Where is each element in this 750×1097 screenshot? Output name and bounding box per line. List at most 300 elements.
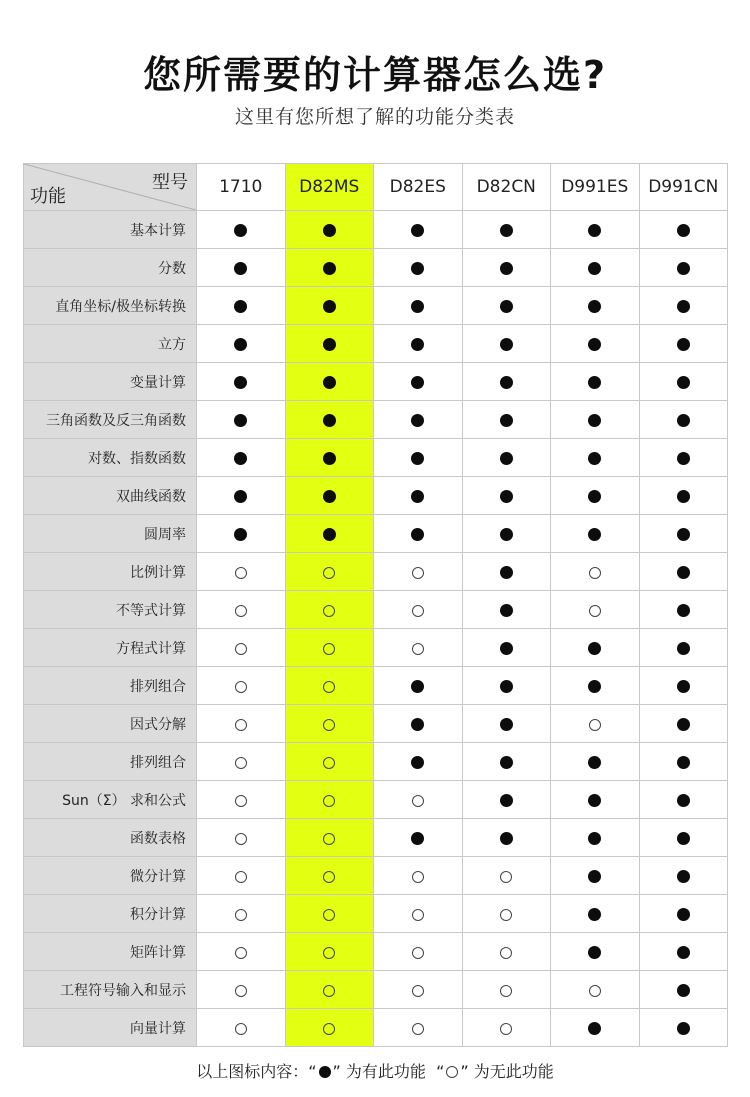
empty-circle-icon [235,871,247,883]
filled-circle-icon [323,376,336,389]
empty-circle-icon [235,605,247,617]
mark-cell [551,287,640,325]
empty-circle-icon [323,985,335,997]
mark-cell [639,743,728,781]
filled-circle-icon [234,376,247,389]
mark-cell [462,287,551,325]
mark-cell [551,553,640,591]
mark-cell [639,705,728,743]
filled-circle-icon [677,756,690,769]
table-row [24,629,728,667]
mark-cell [639,553,728,591]
empty-circle-icon [323,719,335,731]
mark-cell [197,287,286,325]
table-row [24,743,728,781]
table-row [24,933,728,971]
mark-cell [462,477,551,515]
mark-cell [551,515,640,553]
empty-circle-icon [412,947,424,959]
mark-cell [462,363,551,401]
filled-circle-icon [500,642,513,655]
filled-circle-icon [588,756,601,769]
feature-cell: 矩阵计算 [24,933,197,971]
mark-cell [285,287,374,325]
filled-circle-icon [588,908,601,921]
feature-cell: 排列组合 [24,743,197,781]
feature-cell: 分数 [24,249,197,287]
empty-circle-icon [500,871,512,883]
mark-cell [197,667,286,705]
header-row [24,164,728,211]
empty-circle-icon [235,947,247,959]
filled-circle-icon [588,946,601,959]
empty-circle-icon [235,643,247,655]
mark-cell [285,857,374,895]
mark-cell [285,325,374,363]
filled-circle-icon [677,452,690,465]
table-row [24,325,728,363]
table-row [24,895,728,933]
feature-cell: 因式分解 [24,705,197,743]
mark-cell [374,629,463,667]
empty-circle-icon [323,909,335,921]
empty-circle-icon [323,833,335,845]
filled-circle-icon [411,300,424,313]
mark-cell [197,971,286,1009]
empty-circle-icon [235,909,247,921]
filled-circle-icon [234,224,247,237]
mark-cell [639,895,728,933]
filled-circle-icon [500,338,513,351]
empty-circle-icon [412,567,424,579]
empty-circle-icon [235,681,247,693]
mark-cell [462,857,551,895]
feature-cell: Sun（Σ） 求和公式 [24,781,197,819]
mark-cell [551,781,640,819]
mark-cell [639,1009,728,1047]
mark-cell [551,249,640,287]
feature-cell: 不等式计算 [24,591,197,629]
feature-cell: 比例计算 [24,553,197,591]
table-row [24,249,728,287]
mark-cell [639,971,728,1009]
mark-cell [462,591,551,629]
mark-cell [551,401,640,439]
filled-circle-icon [411,680,424,693]
empty-circle-icon [235,985,247,997]
filled-circle-icon [234,262,247,275]
mark-cell [462,971,551,1009]
mark-cell [285,819,374,857]
mark-cell [197,1009,286,1047]
mark-cell [462,705,551,743]
mark-cell [639,667,728,705]
filled-circle-icon [234,490,247,503]
mark-cell [462,819,551,857]
empty-circle-icon [235,795,247,807]
filled-circle-icon [500,756,513,769]
filled-circle-icon [677,376,690,389]
filled-circle-icon [234,414,247,427]
filled-circle-icon [677,490,690,503]
empty-circle-icon [412,985,424,997]
filled-circle-icon [500,414,513,427]
mark-cell [551,933,640,971]
filled-circle-icon [677,528,690,541]
empty-circle-icon [323,795,335,807]
mark-cell [197,401,286,439]
mark-cell [197,477,286,515]
filled-circle-icon [588,300,601,313]
table-row [24,591,728,629]
mark-cell [462,629,551,667]
empty-circle-icon [589,605,601,617]
mark-cell [639,249,728,287]
filled-circle-icon [500,604,513,617]
empty-circle-icon [323,605,335,617]
filled-circle-icon [588,832,601,845]
empty-circle-icon [500,909,512,921]
mark-cell [197,857,286,895]
filled-circle-icon [411,756,424,769]
filled-circle-icon [677,908,690,921]
mark-cell [462,325,551,363]
table-body [24,211,728,1047]
mark-cell [639,781,728,819]
filled-circle-icon [588,224,601,237]
mark-cell [639,211,728,249]
filled-circle-icon [588,490,601,503]
mark-cell [639,515,728,553]
feature-cell: 基本计算 [24,211,197,249]
filled-circle-icon [588,376,601,389]
filled-circle-icon [677,1022,690,1035]
mark-cell [285,971,374,1009]
feature-cell: 向量计算 [24,1009,197,1047]
mark-cell [462,667,551,705]
mark-cell [374,211,463,249]
mark-cell [374,667,463,705]
empty-circle-icon [500,947,512,959]
empty-circle-icon [235,567,247,579]
mark-cell [639,629,728,667]
filled-circle-icon [677,984,690,997]
filled-circle-icon [588,452,601,465]
mark-cell [551,971,640,1009]
mark-cell [639,477,728,515]
empty-circle-icon [412,909,424,921]
empty-circle-icon [235,833,247,845]
empty-circle-icon [323,567,335,579]
mark-cell [462,439,551,477]
legend-close-quote: ” [460,1062,469,1081]
filled-circle-icon [234,338,247,351]
mark-cell [374,363,463,401]
empty-circle-icon [323,1023,335,1035]
mark-cell [285,401,374,439]
legend-prefix: 以上图标内容： [196,1062,309,1081]
filled-circle-icon [323,338,336,351]
empty-circle-icon [500,985,512,997]
mark-cell [197,781,286,819]
mark-cell [374,819,463,857]
mark-cell [374,781,463,819]
feature-cell: 立方 [24,325,197,363]
mark-cell [462,401,551,439]
mark-cell [374,477,463,515]
mark-cell [197,591,286,629]
filled-circle-icon [677,794,690,807]
comparison-table [23,163,728,1047]
filled-circle-icon [234,452,247,465]
legend [0,1059,750,1082]
mark-cell [197,515,286,553]
mark-cell [197,933,286,971]
model-header: D991ES [551,164,640,211]
filled-circle-icon [500,718,513,731]
mark-cell [374,515,463,553]
filled-circle-icon [500,832,513,845]
table-row [24,971,728,1009]
mark-cell [374,325,463,363]
table-row [24,1009,728,1047]
mark-cell [374,591,463,629]
feature-cell: 变量计算 [24,363,197,401]
table-row [24,439,728,477]
mark-cell [197,325,286,363]
mark-cell [551,743,640,781]
mark-cell [374,743,463,781]
table-row [24,363,728,401]
filled-circle-icon [677,718,690,731]
mark-cell [374,933,463,971]
filled-circle-icon [588,680,601,693]
table-row [24,781,728,819]
mark-cell [462,1009,551,1047]
filled-circle-icon [588,642,601,655]
mark-cell [374,401,463,439]
mark-cell [639,363,728,401]
empty-circle-icon [412,795,424,807]
mark-cell [639,591,728,629]
page-subtitle: 这里有您所想了解的功能分类表 [234,106,515,128]
legend-open-quote: “ [436,1062,445,1081]
mark-cell [551,667,640,705]
filled-circle-icon [234,528,247,541]
empty-circle-icon [323,871,335,883]
mark-cell [197,743,286,781]
table-row [24,819,728,857]
mark-cell [197,705,286,743]
mark-cell [285,667,374,705]
mark-cell [639,325,728,363]
filled-circle-icon [677,870,690,883]
mark-cell [374,553,463,591]
filled-circle-icon [588,528,601,541]
mark-cell [551,477,640,515]
filled-circle-icon [588,870,601,883]
model-label: 型号 [152,172,188,193]
legend-close-quote: ” [332,1062,341,1081]
mark-cell [197,211,286,249]
empty-circle-icon [412,605,424,617]
mark-cell [285,781,374,819]
feature-label: 功能 [30,186,66,207]
filled-circle-icon [677,300,690,313]
filled-circle-icon [319,1066,331,1078]
empty-circle-icon [235,1023,247,1035]
mark-cell [639,857,728,895]
filled-circle-icon [677,338,690,351]
mark-cell [197,629,286,667]
empty-circle-icon [323,947,335,959]
empty-circle-icon [323,681,335,693]
filled-circle-icon [500,794,513,807]
filled-circle-icon [500,490,513,503]
table-row [24,515,728,553]
mark-cell [285,553,374,591]
table-row [24,667,728,705]
mark-cell [285,439,374,477]
mark-cell [285,629,374,667]
filled-circle-icon [411,832,424,845]
empty-circle-icon [323,757,335,769]
filled-circle-icon [411,414,424,427]
filled-circle-icon [411,452,424,465]
filled-circle-icon [677,604,690,617]
feature-cell: 工程符号输入和显示 [24,971,197,1009]
mark-cell [197,249,286,287]
filled-circle-icon [588,414,601,427]
mark-cell [551,857,640,895]
filled-circle-icon [588,1022,601,1035]
filled-circle-icon [323,224,336,237]
empty-circle-icon [323,643,335,655]
mark-cell [551,211,640,249]
empty-circle-icon [412,1023,424,1035]
mark-cell [551,1009,640,1047]
filled-circle-icon [411,718,424,731]
mark-cell [374,1009,463,1047]
mark-cell [462,553,551,591]
legend-filled-text: 为有此功能 [345,1062,426,1081]
filled-circle-icon [588,794,601,807]
mark-cell [639,401,728,439]
mark-cell [374,857,463,895]
mark-cell [639,439,728,477]
filled-circle-icon [323,300,336,313]
mark-cell [551,363,640,401]
legend-empty-text: 为无此功能 [473,1062,554,1081]
mark-cell [285,249,374,287]
feature-cell: 积分计算 [24,895,197,933]
table-row [24,553,728,591]
mark-cell [197,819,286,857]
table-row [24,705,728,743]
mark-cell [197,895,286,933]
mark-cell [285,933,374,971]
table-row [24,857,728,895]
model-header-highlighted: D82MS [285,164,374,211]
mark-cell [285,477,374,515]
mark-cell [197,363,286,401]
mark-cell [374,249,463,287]
filled-circle-icon [500,376,513,389]
filled-circle-icon [677,680,690,693]
mark-cell [551,325,640,363]
mark-cell [551,705,640,743]
empty-circle-icon [446,1066,458,1078]
filled-circle-icon [411,490,424,503]
feature-cell: 方程式计算 [24,629,197,667]
filled-circle-icon [411,338,424,351]
filled-circle-icon [677,946,690,959]
filled-circle-icon [677,262,690,275]
empty-circle-icon [235,719,247,731]
filled-circle-icon [677,224,690,237]
filled-circle-icon [411,528,424,541]
empty-circle-icon [500,1023,512,1035]
mark-cell [285,211,374,249]
feature-cell: 双曲线函数 [24,477,197,515]
filled-circle-icon [677,642,690,655]
filled-circle-icon [677,414,690,427]
mark-cell [551,629,640,667]
page-title: 您所需要的计算器怎么选? [142,53,608,97]
filled-circle-icon [500,680,513,693]
mark-cell [285,743,374,781]
mark-cell [551,591,640,629]
filled-circle-icon [323,490,336,503]
filled-circle-icon [323,262,336,275]
mark-cell [285,515,374,553]
filled-circle-icon [588,262,601,275]
model-header: D82CN [462,164,551,211]
mark-cell [374,971,463,1009]
feature-cell: 圆周率 [24,515,197,553]
mark-cell [462,895,551,933]
model-header: D82ES [374,164,463,211]
empty-circle-icon [589,719,601,731]
model-header: 1710 [197,164,286,211]
mark-cell [639,819,728,857]
mark-cell [462,211,551,249]
filled-circle-icon [323,452,336,465]
filled-circle-icon [500,300,513,313]
mark-cell [462,515,551,553]
filled-circle-icon [411,262,424,275]
feature-cell: 函数表格 [24,819,197,857]
mark-cell [462,933,551,971]
table-row [24,287,728,325]
legend-open-quote: “ [308,1062,317,1081]
mark-cell [285,363,374,401]
mark-cell [197,553,286,591]
empty-circle-icon [235,757,247,769]
mark-cell [285,1009,374,1047]
mark-cell [285,591,374,629]
filled-circle-icon [323,528,336,541]
model-header: D991CN [639,164,728,211]
feature-cell: 直角坐标/极坐标转换 [24,287,197,325]
filled-circle-icon [677,566,690,579]
filled-circle-icon [500,224,513,237]
mark-cell [374,705,463,743]
filled-circle-icon [500,566,513,579]
mark-cell [551,439,640,477]
mark-cell [285,705,374,743]
mark-cell [462,743,551,781]
